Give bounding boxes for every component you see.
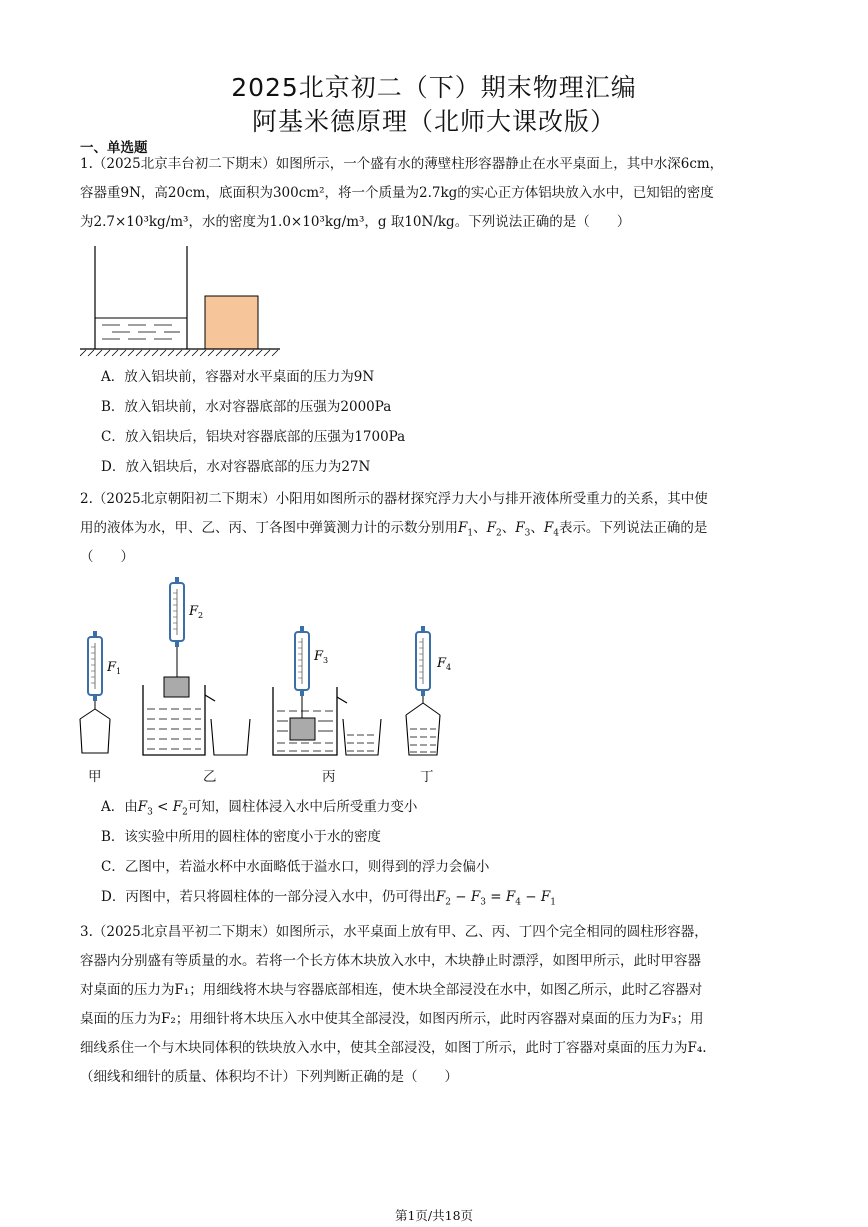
svg-text:2: 2 <box>198 611 204 620</box>
svg-text:F: F <box>437 656 447 671</box>
q1-line1: 1.（2025北京丰台初二下期末）如图所示，一个盛有水的薄壁柱形容器静止在水平桌面上，其中水深6cm， <box>80 156 724 172</box>
q2-line2-a: 用的液体为水，甲、乙、丙、丁各图中弹簧测力计的示数分别用 <box>80 520 458 536</box>
q2-figure <box>75 575 465 790</box>
q1-option-a: A．放入铝块前，容器对水平桌面的压力为9N <box>101 369 375 385</box>
section-heading: 一、单选题 <box>80 140 148 156</box>
q1-option-d: D．放入铝块后，水对容器底部的压力为27N <box>101 459 371 475</box>
q1-figure <box>80 243 280 358</box>
q2-line1: 2.（2025北京朝阳初二下期末）小阳用如图所示的器材探究浮力大小与排开液体所受重力的关系，其中使 <box>80 491 708 507</box>
page-footer: 第1页/共18页 <box>394 1208 474 1223</box>
page-title: 2025北京初二（下）期末物理汇编 <box>231 73 637 102</box>
q1-option-c: C．放入铝块后，铝块对容器底部的压强为1700Pa <box>101 429 406 445</box>
q3-line4: 桌面的压力为F₂；用细针将木块压入水中使其全部浸没，如图丙所示，此时丙容器对桌面的压力为F₃；用 <box>80 1011 704 1027</box>
fig-label-jia: 甲 <box>88 769 102 785</box>
q3-line5: 细线系住一个与木块同体积的铁块放入水中，使其全部浸没，如图丁所示，此时丁容器对桌面的压力为F₄. <box>80 1040 707 1056</box>
q2-line3: （ ） <box>80 549 134 565</box>
aluminum-block <box>205 296 258 349</box>
page-subtitle: 阿基米德原理（北师大课改版） <box>251 107 616 136</box>
q2-line2-b: 表示。下列说法正确的是 <box>558 520 708 536</box>
q3-line3: 对桌面的压力为F₁；用细线将木块与容器底部相连，使木块全部浸没在水中，如图乙所示，此时乙容器对 <box>80 982 703 998</box>
q1-option-b: B．放入铝块前，水对容器底部的压强为2000Pa <box>101 399 392 415</box>
svg-text:1: 1 <box>116 667 122 676</box>
q2-line2: 用的液体为水，甲、乙、丙、丁各图中弹簧测力计的示数分别用$F_1$、$F_2$、$F_3$、$F_4$表示。下列说法正确的是 <box>80 520 708 539</box>
fig-label-ding: 丁 <box>420 769 434 785</box>
q1-line2: 容器重9N，高20cm，底面积为300cm²，将一个质量为2.7kg的实心正方体铝块放入水中，已知铝的密度 <box>80 185 714 201</box>
q3-line6: （细线和细针的质量、体积均不计）下列判断正确的是（ ） <box>80 1069 458 1085</box>
q2-option-d: D．丙图中，若只将圆柱体的一部分浸入水中，仍可得出$F_2 - F_3 = F_4 - F_1$ <box>101 889 556 908</box>
svg-text:F: F <box>189 604 199 619</box>
q1-line3: 为2.7×10³kg/m³，水的密度为1.0×10³kg/m³，g 取10N/kg。下列说法正确的是（ ） <box>80 214 631 230</box>
svg-text:3: 3 <box>323 656 329 665</box>
q2-option-c: C．乙图中，若溢水杯中水面略低于溢水口，则得到的浮力会偏小 <box>101 859 490 875</box>
q2-option-a: A．由$F_3 < F_2$可知，圆柱体浸入水中后所受重力变小 <box>101 799 418 818</box>
svg-text:F: F <box>314 649 324 664</box>
fig-label-yi: 乙 <box>203 769 217 785</box>
q3-line2: 容器内分别盛有等质量的水。若将一个长方体木块放入水中，木块静止时漂浮，如图甲所示，此时甲容器 <box>80 953 701 969</box>
svg-text:4: 4 <box>446 663 452 672</box>
fig-label-bing: 丙 <box>322 769 336 785</box>
svg-text:F: F <box>107 660 117 675</box>
q3-line1: 3.（2025北京昌平初二下期末）如图所示，水平桌面上放有甲、乙、丙、丁四个完全相同的圆柱形容器， <box>80 924 708 940</box>
q2-option-b: B．该实验中所用的圆柱体的密度小于水的密度 <box>101 829 381 845</box>
